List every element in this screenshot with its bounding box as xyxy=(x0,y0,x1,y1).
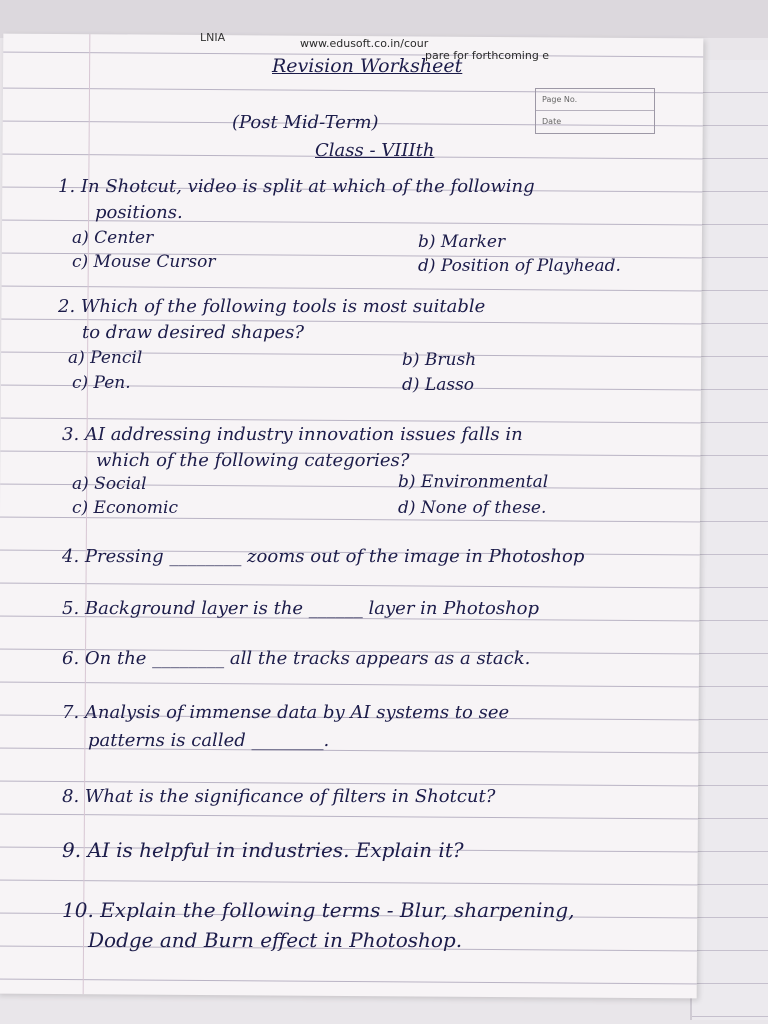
page-no-label: Page No. xyxy=(536,89,654,111)
background-surface xyxy=(0,0,768,38)
q3-option-d: d) None of these. xyxy=(398,498,547,518)
question-10: 10. Explain the following terms - Blur, sharpening, xyxy=(62,898,575,922)
question-4: 4. Pressing ________ zooms out of the image in Photoshop xyxy=(62,546,585,567)
question-10-line2: Dodge and Burn effect in Photoshop. xyxy=(88,928,463,952)
question-3: 3. AI addressing industry innovation issues falls in xyxy=(62,424,523,445)
question-7: 7. Analysis of immense data by AI systems to see xyxy=(62,702,510,723)
printed-note: pare for forthcoming e xyxy=(425,49,550,62)
q1-option-d: d) Position of Playhead. xyxy=(418,256,621,276)
q3-option-a: a) Social xyxy=(72,474,147,494)
printed-url: www.edusoft.co.in/cour xyxy=(300,37,429,50)
q2-option-a: a) Pencil xyxy=(68,348,143,368)
question-8: 8. What is the significance of filters in Shotcut? xyxy=(62,786,496,807)
question-3-line2: which of the following categories? xyxy=(96,450,410,471)
q1-option-b: b) Marker xyxy=(418,232,506,252)
question-9: 9. AI is helpful in industries. Explain it? xyxy=(62,838,464,862)
question-1: 1. In Shotcut, video is split at which of the following xyxy=(58,176,535,197)
worksheet-title: Revision Worksheet xyxy=(272,55,463,77)
question-7-line2: patterns is called ________. xyxy=(88,730,330,751)
q2-option-c: c) Pen. xyxy=(72,373,131,393)
q3-option-b: b) Environmental xyxy=(398,472,549,492)
date-label: Date xyxy=(542,117,562,126)
q3-option-c: c) Economic xyxy=(72,498,178,518)
q2-option-d: d) Lasso xyxy=(402,375,475,395)
page-date-box xyxy=(535,88,655,134)
question-1-line2: positions. xyxy=(95,202,183,223)
question-6: 6. On the ________ all the tracks appears as a stack. xyxy=(62,648,531,669)
q1-option-c: c) Mouse Cursor xyxy=(72,252,216,272)
class-label: Class - VIIIth xyxy=(315,140,435,161)
printed-left: LNIA xyxy=(200,31,226,44)
question-2-line2: to draw desired shapes? xyxy=(82,322,305,343)
question-2: 2. Which of the following tools is most suitable xyxy=(58,296,486,317)
q1-option-a: a) Center xyxy=(72,228,154,248)
q2-option-b: b) Brush xyxy=(402,350,477,370)
question-5: 5. Background layer is the ______ layer in Photoshop xyxy=(62,598,540,619)
worksheet-subtitle: (Post Mid-Term) xyxy=(232,112,379,133)
